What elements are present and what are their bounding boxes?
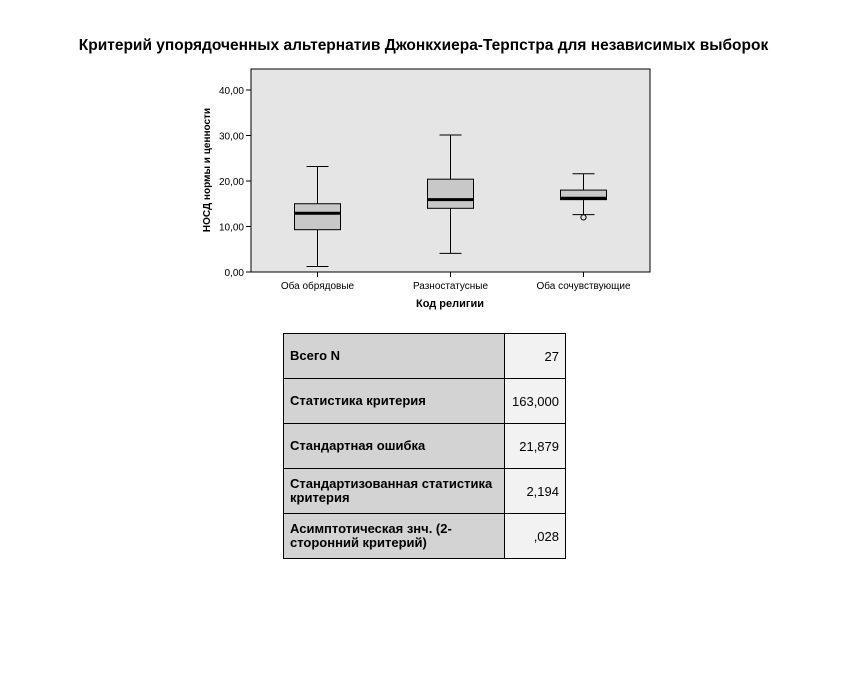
y-tick-label: 10,00	[218, 222, 244, 234]
y-tick-label: 0,00	[224, 268, 244, 279]
row-label: Стандартизованная статистика критерия	[284, 469, 505, 514]
row-value: 21,879	[505, 424, 566, 469]
row-label: Всего N	[284, 334, 505, 379]
table-row	[284, 424, 566, 469]
x-tick-label: Разностатусные	[412, 281, 489, 292]
table-row	[284, 334, 566, 379]
row-label: Стандартная ошибка	[284, 424, 505, 469]
x-axis	[281, 272, 631, 292]
chart-title: Критерий упорядоченных альтернатив Джонкхиера-Терпстра для независимых выборок	[78, 37, 769, 54]
y-tick-label: 20,00	[218, 177, 244, 188]
x-tick-label: Оба обрядовые	[280, 281, 355, 292]
row-label: Статистика критерия	[284, 379, 505, 424]
iqr-box	[295, 204, 341, 230]
x-axis-label: Код религии	[415, 298, 485, 310]
row-value: 2,194	[505, 469, 566, 514]
row-label: Асимптотическая знч. (2-сторонний критерий)	[284, 514, 505, 559]
row-value: ,028	[505, 514, 566, 559]
table-row	[284, 514, 566, 559]
x-tick-label: Оба сочувствующие	[536, 281, 631, 292]
table-row	[284, 469, 566, 514]
y-tick-label: 40,00	[218, 86, 244, 97]
y-tick-label: 30,00	[218, 131, 244, 143]
row-value: 27	[505, 334, 566, 379]
stats-table	[283, 333, 566, 559]
boxplot-chart	[0, 0, 847, 320]
outlier-point	[581, 215, 586, 220]
iqr-box	[428, 179, 474, 208]
y-axis-label: НОСД нормы и ценности	[202, 107, 213, 233]
y-axis	[219, 86, 251, 279]
row-value: 163,000	[505, 379, 566, 424]
table-row	[284, 379, 566, 424]
